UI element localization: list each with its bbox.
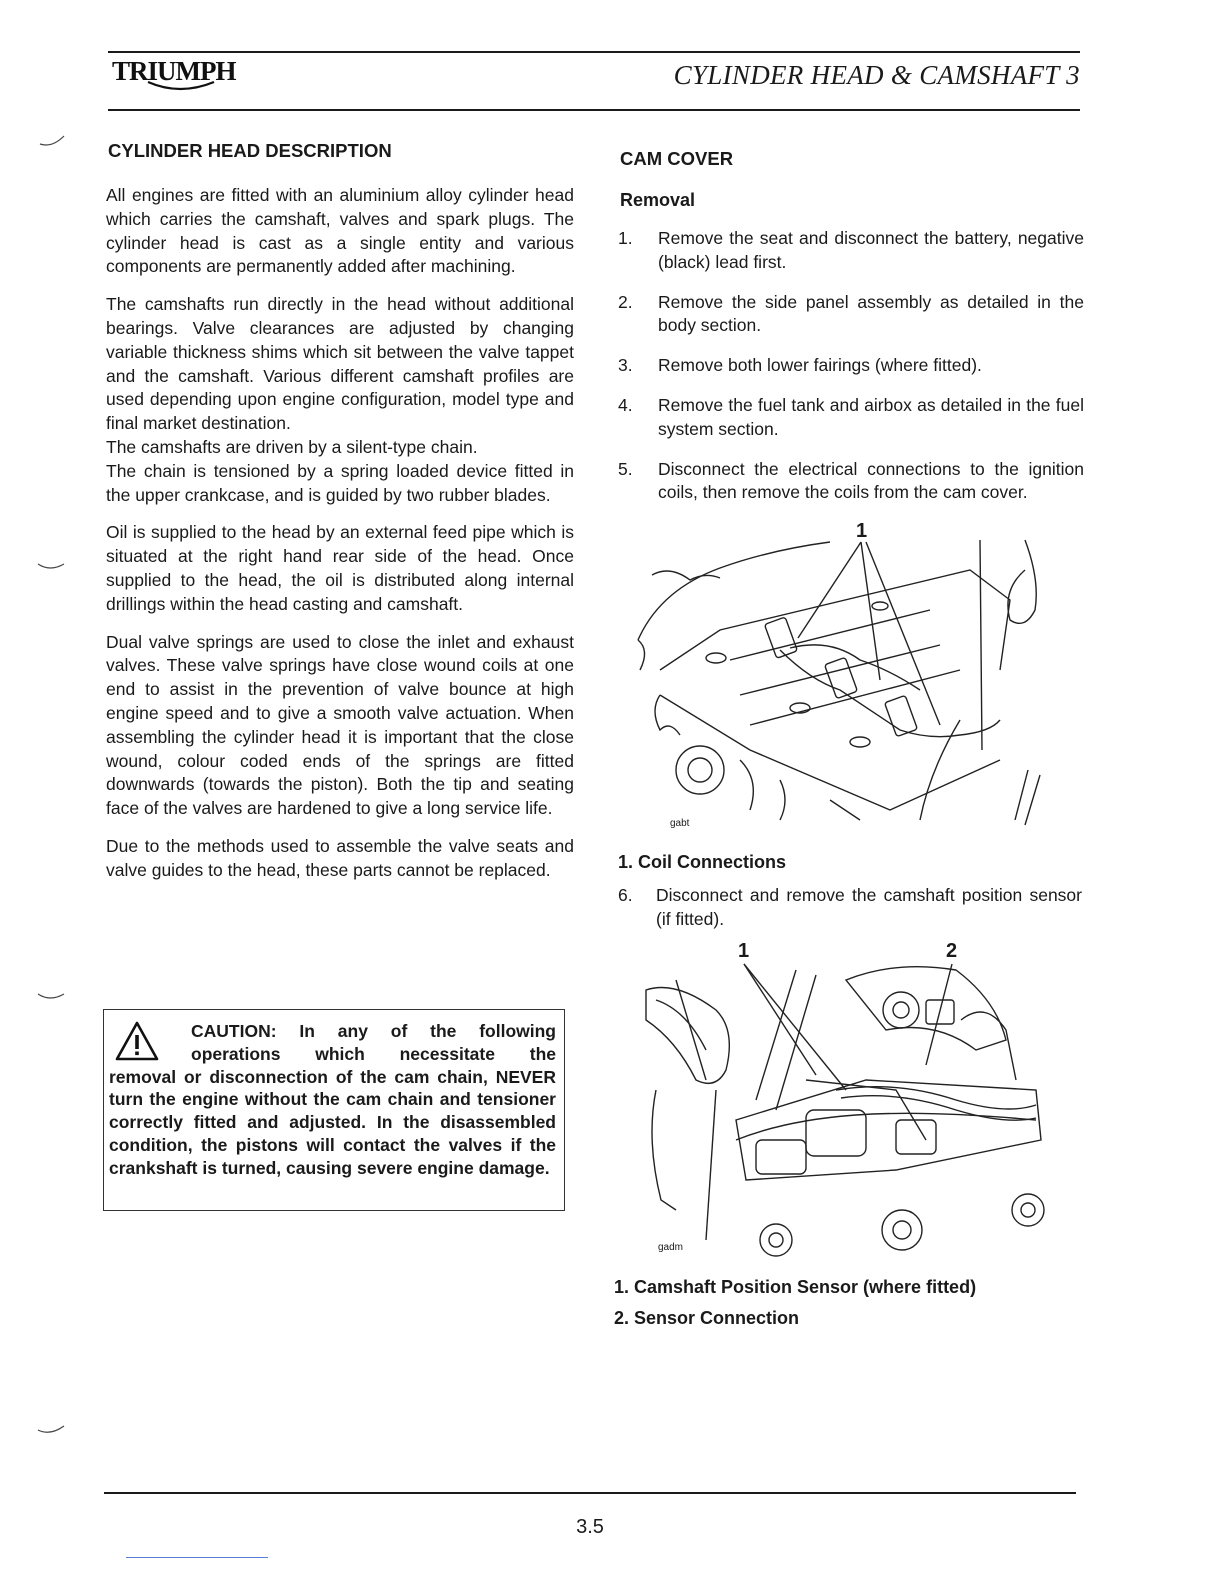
page-number: 3.5	[576, 1516, 604, 1538]
header-bottom-rule	[108, 109, 1080, 111]
step-item: 5. Disconnect the electrical connections to the ignition coils, then remove the coils from the cam cover.	[618, 458, 1084, 503]
figure2-callout-2: 2	[946, 940, 958, 962]
figure-camshaft-sensor	[636, 940, 1046, 1260]
step-item: 1. Remove the seat and disconnect the battery, negative (black) lead first.	[618, 228, 1084, 272]
figure1-tag: gabt	[670, 818, 690, 829]
figure2-caption-2: 2. Sensor Connection	[614, 1308, 800, 1328]
paragraph-chain-drive: The camshafts are driven by a silent-type chain.	[106, 436, 478, 457]
step-6	[618, 884, 1082, 932]
paragraph-valve-seats: Due to the methods used to assemble the valve seats and valve guides to the head, these parts cannot be replaced.	[106, 835, 574, 880]
figure2-caption-1: 1. Camshaft Position Sensor (where fitted)	[614, 1277, 977, 1297]
paragraph-camshafts: The camshafts run directly in the head without additional bearings. Valve clearances are adjusted by changing variable thickness shims which sit between the valve tappet and the camshaft. Various different camshaft profiles are used depending upon engine configuration, model type and final market destination.	[106, 294, 574, 434]
step-6-number: 6.	[618, 885, 633, 905]
figure1-caption: 1. Coil Connections	[618, 852, 787, 872]
step-item: 4. Remove the fuel tank and airbox as detailed in the fuel system section.	[618, 394, 1084, 439]
margin-tick	[36, 1424, 66, 1438]
footer-rule	[104, 1492, 1076, 1494]
camshaft-sensor-illustration	[636, 940, 1046, 1260]
caution-line-1: CAUTION: In any of the following	[191, 1021, 556, 1041]
section-heading: CYLINDER HEAD DESCRIPTION	[108, 140, 392, 161]
removal-steps	[618, 227, 1084, 505]
header-top-rule	[108, 51, 1080, 53]
left-column	[106, 140, 574, 897]
caution-box	[103, 1009, 565, 1211]
right-column	[618, 148, 1084, 521]
paragraph-valve-springs: Dual valve springs are used to close the inlet and exhaust valves. These valve springs have close wound coils at one end to assist in the prevention of valve bounce at high engine speed and to give a smooth valve actuation. When assembling the cylinder head it is important that the close wound, colour coded ends of the springs are fitted downwards (towards the piston). Both the tip and seating face of the valves are hardened to give a long service life.	[106, 631, 574, 819]
triumph-logo	[110, 52, 260, 98]
paragraph-intro: All engines are fitted with an aluminium alloy cylinder head which carries the camshaft, valves and spark plugs. The cylinder head is cast as a single entity and various components are permanently added after machining.	[106, 185, 574, 277]
figure-coil-connections	[630, 520, 1050, 840]
paragraph-oil-supply: Oil is supplied to the head by an external feed pipe which is situated at the right hand rear side of the head. Once supplied to the head, the oil is distributed along internal drillings within the head casting and camshaft.	[106, 522, 574, 614]
chapter-title: CYLINDER HEAD & CAMSHAFT 3	[673, 60, 1080, 90]
coil-connections-illustration	[630, 520, 1050, 840]
figure2-callout-1: 1	[738, 940, 750, 962]
figure1-callout-1: 1	[856, 520, 868, 542]
logo-wordmark: TRIUMPH	[112, 56, 236, 86]
footer-blue-line	[126, 1557, 268, 1558]
removal-subheading: Removal	[620, 190, 696, 210]
paragraph-chain-tension: The chain is tensioned by a spring loaded device fitted in the upper crankcase, and is guided by two rubber blades.	[106, 460, 574, 505]
step-item: 3. Remove both lower fairings (where fitted).	[618, 355, 982, 376]
warning-triangle-icon	[114, 1020, 160, 1062]
margin-tick	[38, 130, 68, 150]
caution-body: removal or disconnection of the cam chain, NEVER turn the engine without the cam chain and tensioner correctly fitted and adjusted. In the disassembled condition, the pistons will contact the valves if the crankshaft is turned, causing severe engine damage.	[109, 1066, 556, 1178]
step-6-text: Disconnect and remove the camshaft position sensor (if fitted).	[656, 885, 1082, 929]
step-item: 2. Remove the side panel assembly as detailed in the body section.	[618, 291, 1084, 336]
cam-cover-heading: CAM COVER	[620, 148, 734, 169]
figure2-tag: gadm	[658, 1242, 684, 1253]
margin-tick	[36, 560, 66, 574]
margin-tick	[36, 990, 72, 1006]
caution-line-2: operations which necessitate the	[191, 1043, 556, 1064]
